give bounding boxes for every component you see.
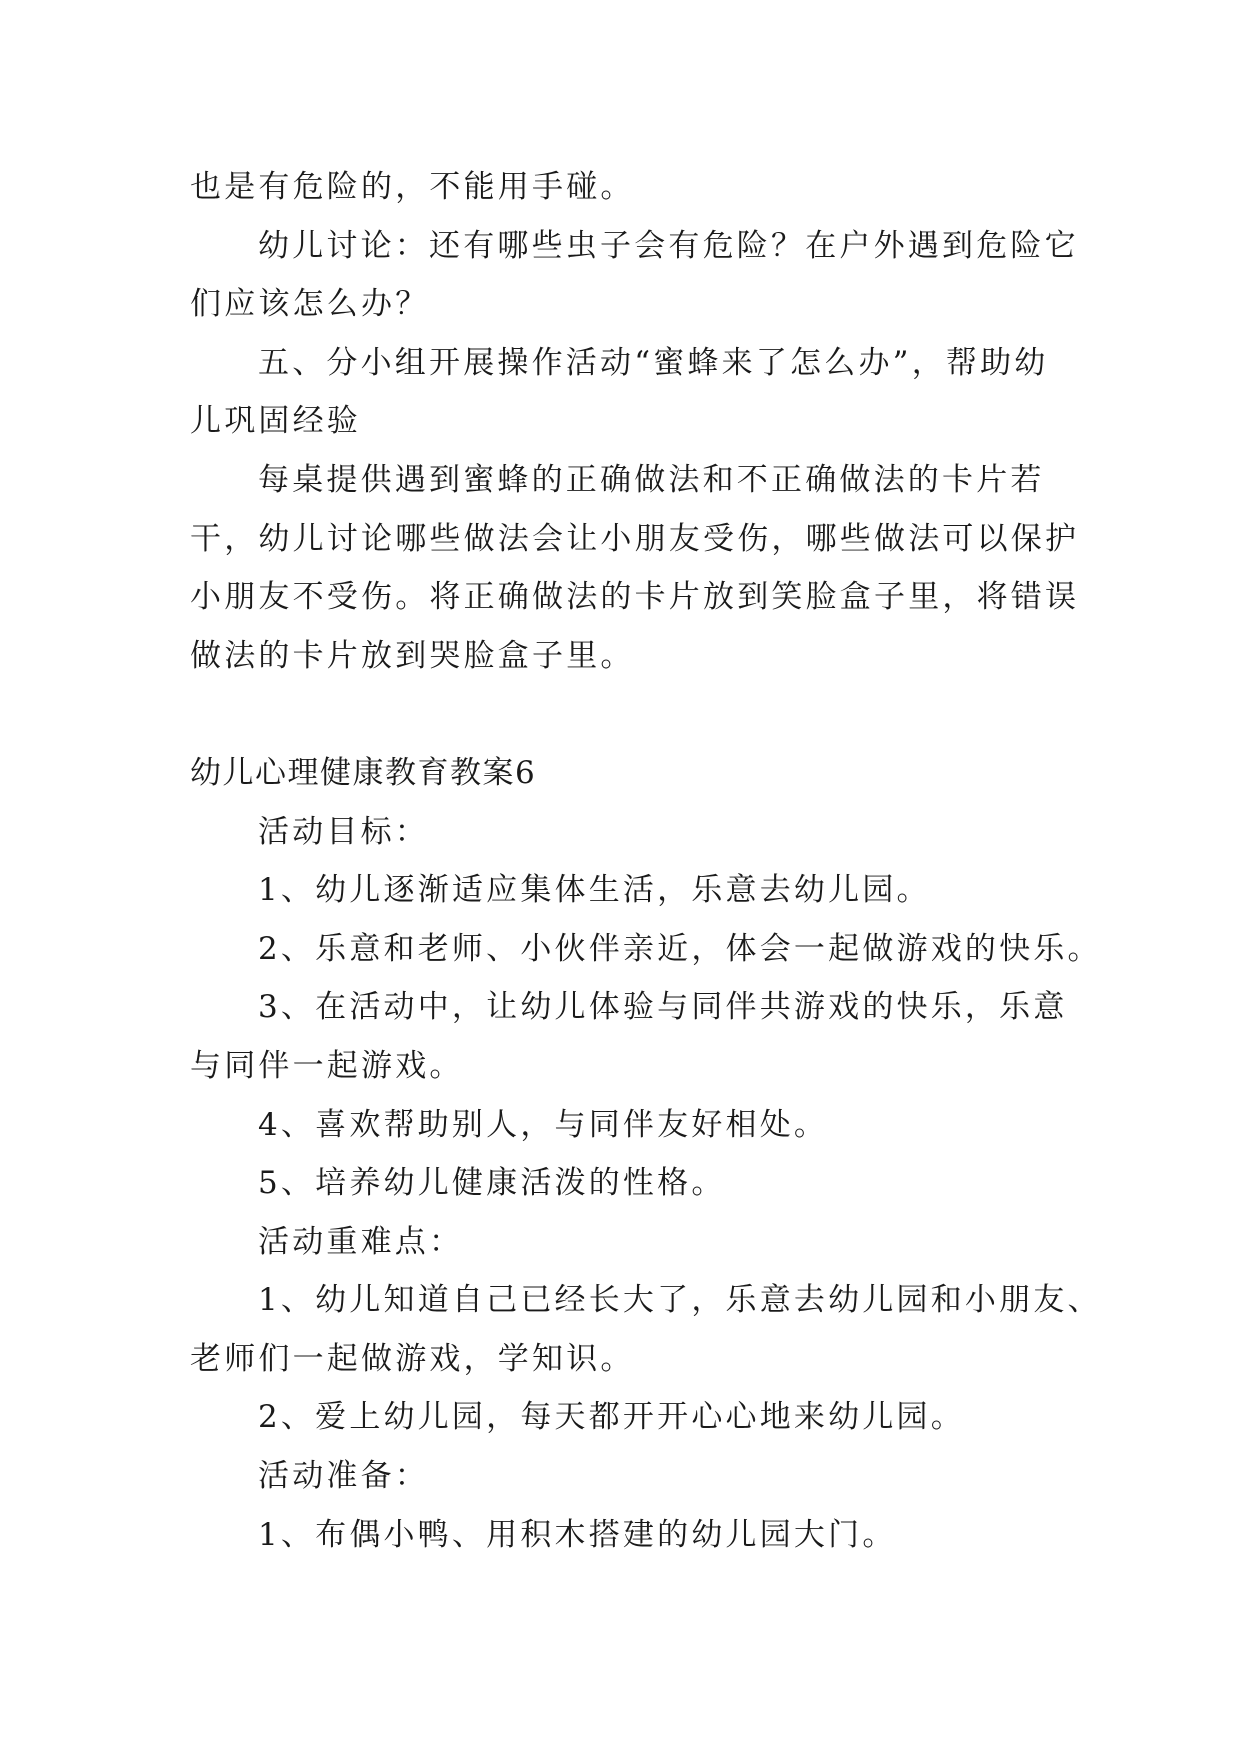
paragraph-line: 活动重难点： <box>258 1223 464 1260</box>
paragraph-line: 5、培养幼儿健康活泼的性格。 <box>258 1165 726 1202</box>
paragraph-line: 1、布偶小鸭、用积木搭建的幼儿园大门。 <box>258 1516 897 1553</box>
paragraph-line: 活动准备： <box>258 1458 429 1495</box>
paragraph-line: 做法的卡片放到哭脸盒子里。 <box>190 637 635 674</box>
paragraph-line: 五、分小组开展操作活动“蜜蜂来了怎么办”，帮助幼 <box>258 344 1049 381</box>
paragraph-line: 1、幼儿知道自己已经长大了，乐意去幼儿园和小朋友、 <box>258 1282 1102 1319</box>
paragraph-line: 1、幼儿逐渐适应集体生活，乐意去幼儿园。 <box>258 872 931 909</box>
paragraph-line: 3、在活动中，让幼儿体验与同伴共游戏的快乐，乐意 <box>258 989 1068 1026</box>
paragraph-line: 4、喜欢帮助别人，与同伴友好相处。 <box>258 1106 829 1143</box>
paragraph-line: 也是有危险的，不能用手碰。 <box>190 169 635 205</box>
paragraph-line: 活动目标： <box>258 813 429 850</box>
section-heading: 幼儿心理健康教育教案6 <box>190 754 537 791</box>
paragraph-line: 幼儿讨论：还有哪些虫子会有危险？在户外遇到危险它 <box>258 227 1079 264</box>
paragraph-line: 每桌提供遇到蜜蜂的正确做法和不正确做法的卡片若 <box>258 461 1045 498</box>
paragraph-line: 与同伴一起游戏。 <box>190 1047 464 1084</box>
section-gap <box>190 685 1058 744</box>
paragraph-line: 老师们一起做游戏，学知识。 <box>190 1340 635 1377</box>
paragraph-line: 干，幼儿讨论哪些做法会让小朋友受伤，哪些做法可以保护 <box>190 520 1080 557</box>
paragraph-line: 2、乐意和老师、小伙伴亲近，体会一起做游戏的快乐。 <box>258 930 1102 967</box>
paragraph-line: 2、爱上幼儿园，每天都开开心心地来幼儿园。 <box>258 1399 965 1436</box>
document-body <box>190 158 1102 1564</box>
paragraph-line: 们应该怎么办？ <box>190 286 430 323</box>
paragraph-line: 小朋友不受伤。将正确做法的卡片放到笑脸盒子里，将错误 <box>190 579 1080 616</box>
paragraph-line: 儿巩固经验 <box>190 403 361 440</box>
